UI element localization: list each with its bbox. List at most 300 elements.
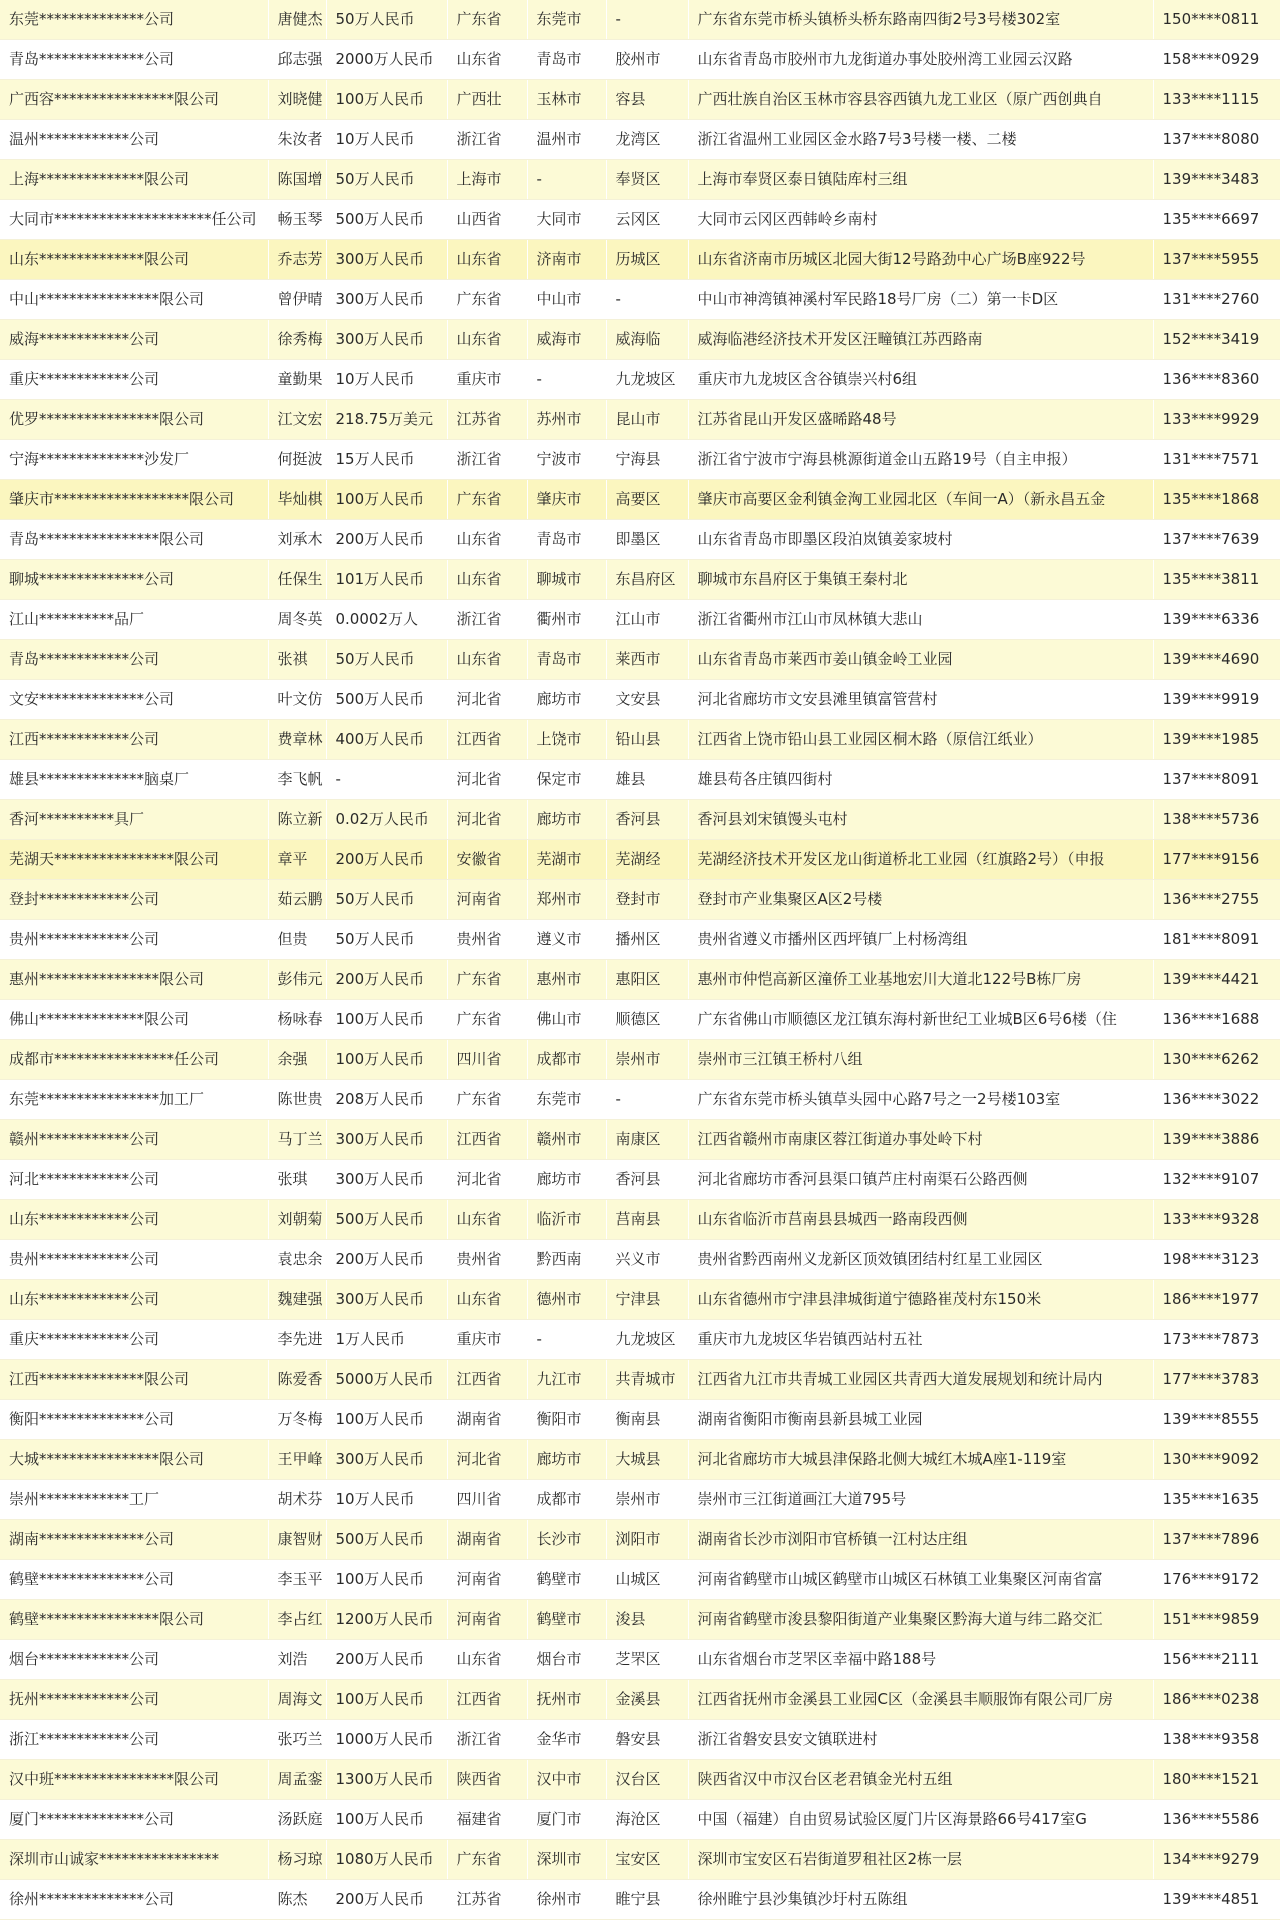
province-cell: 山东省 [447, 240, 527, 280]
phone-cell: 177****9156 [1153, 840, 1280, 880]
city-cell: 九江市 [527, 1360, 606, 1400]
district-cell: 昆山市 [606, 400, 688, 440]
company-name-cell: 江西************公司 [0, 720, 268, 760]
address-cell: 江西省抚州市金溪县工业园C区（金溪县丰顺服饰有限公司厂房 [688, 1680, 1153, 1720]
table-row [0, 0, 1280, 40]
phone-cell: 136****8360 [1153, 360, 1280, 400]
company-name-cell: 东莞**************公司 [0, 0, 268, 40]
province-cell: 河北省 [447, 760, 527, 800]
province-cell: 贵州省 [447, 920, 527, 960]
company-name-cell: 登封************公司 [0, 880, 268, 920]
company-name-cell: 重庆************公司 [0, 360, 268, 400]
company-name-cell: 肇庆市******************限公司 [0, 480, 268, 520]
district-cell: 云冈区 [606, 200, 688, 240]
table-row [0, 120, 1280, 160]
table-row [0, 1880, 1280, 1920]
phone-cell: 136****5586 [1153, 1800, 1280, 1840]
address-cell: 中山市神湾镇神溪村军民路18号厂房（二）第一卡D区 [688, 280, 1153, 320]
company-name-cell: 青岛************公司 [0, 640, 268, 680]
province-cell: 浙江省 [447, 1720, 527, 1760]
table-row [0, 1360, 1280, 1400]
company-name-cell: 聊城**************公司 [0, 560, 268, 600]
company-name-cell: 汉中班****************限公司 [0, 1760, 268, 1800]
district-cell: 香河县 [606, 800, 688, 840]
city-cell: 上饶市 [527, 720, 606, 760]
address-cell: 河南省鹤壁市山城区鹤壁市山城区石林镇工业集聚区河南省富 [688, 1560, 1153, 1600]
company-name-cell: 中山****************限公司 [0, 280, 268, 320]
company-name-cell: 香河**********具厂 [0, 800, 268, 840]
province-cell: 重庆市 [447, 1320, 527, 1360]
table-row [0, 360, 1280, 400]
city-cell: 肇庆市 [527, 480, 606, 520]
address-cell: 江苏省昆山开发区盛晞路48号 [688, 400, 1153, 440]
province-cell: 广东省 [447, 1080, 527, 1120]
company-name-cell: 抚州************公司 [0, 1680, 268, 1720]
legal-person-cell: 童勤果 [268, 360, 326, 400]
legal-person-cell: 陈爱香 [268, 1360, 326, 1400]
legal-person-cell: 邱志强 [268, 40, 326, 80]
city-cell: 厦门市 [527, 1800, 606, 1840]
table-row [0, 680, 1280, 720]
company-name-cell: 芜湖天****************限公司 [0, 840, 268, 880]
district-cell: 崇州市 [606, 1480, 688, 1520]
legal-person-cell: 叶文仿 [268, 680, 326, 720]
registered-capital-cell: 218.75万美元 [326, 400, 447, 440]
table-row [0, 1160, 1280, 1200]
district-cell: 海沧区 [606, 1800, 688, 1840]
district-cell: 惠阳区 [606, 960, 688, 1000]
table-row [0, 1400, 1280, 1440]
registered-capital-cell: 1000万人民币 [326, 1720, 447, 1760]
address-cell: 山东省青岛市莱西市姜山镇金岭工业园 [688, 640, 1153, 680]
legal-person-cell: 畅玉琴 [268, 200, 326, 240]
company-name-cell: 大同市*********************任公司 [0, 200, 268, 240]
address-cell: 贵州省遵义市播州区西坪镇厂上村杨湾组 [688, 920, 1153, 960]
legal-person-cell: 乔志芳 [268, 240, 326, 280]
registered-capital-cell: 1300万人民币 [326, 1760, 447, 1800]
province-cell: 安徽省 [447, 840, 527, 880]
registered-capital-cell: 10万人民币 [326, 120, 447, 160]
province-cell: 广西壮 [447, 80, 527, 120]
registered-capital-cell: 10万人民币 [326, 360, 447, 400]
legal-person-cell: 陈立新 [268, 800, 326, 840]
legal-person-cell: 徐秀梅 [268, 320, 326, 360]
district-cell: 浏阳市 [606, 1520, 688, 1560]
registered-capital-cell: 300万人民币 [326, 240, 447, 280]
registered-capital-cell: 200万人民币 [326, 1640, 447, 1680]
district-cell: 衡南县 [606, 1400, 688, 1440]
table-row [0, 1320, 1280, 1360]
province-cell: 山东省 [447, 520, 527, 560]
province-cell: 江苏省 [447, 400, 527, 440]
registered-capital-cell: 300万人民币 [326, 1160, 447, 1200]
company-name-cell: 山东**************限公司 [0, 240, 268, 280]
city-cell: 青岛市 [527, 640, 606, 680]
phone-cell: 131****7571 [1153, 440, 1280, 480]
phone-cell: 152****3419 [1153, 320, 1280, 360]
phone-cell: 139****4851 [1153, 1880, 1280, 1920]
legal-person-cell: 唐健杰 [268, 0, 326, 40]
legal-person-cell: 李玉平 [268, 1560, 326, 1600]
legal-person-cell: 毕灿棋 [268, 480, 326, 520]
phone-cell: 139****4421 [1153, 960, 1280, 1000]
district-cell: 磐安县 [606, 1720, 688, 1760]
company-name-cell: 上海**************限公司 [0, 160, 268, 200]
district-cell: 金溪县 [606, 1680, 688, 1720]
city-cell: 聊城市 [527, 560, 606, 600]
legal-person-cell: 王甲峰 [268, 1440, 326, 1480]
city-cell: 鹤壁市 [527, 1600, 606, 1640]
province-cell: 江西省 [447, 720, 527, 760]
city-cell: 中山市 [527, 280, 606, 320]
phone-cell: 138****9358 [1153, 1720, 1280, 1760]
province-cell: 广东省 [447, 0, 527, 40]
address-cell: 河南省鹤壁市浚县黎阳街道产业集聚区黔海大道与纬二路交汇 [688, 1600, 1153, 1640]
province-cell: 贵州省 [447, 1240, 527, 1280]
district-cell: - [606, 280, 688, 320]
city-cell: 遵义市 [527, 920, 606, 960]
phone-cell: 136****3022 [1153, 1080, 1280, 1120]
registered-capital-cell: 0.02万人民币 [326, 800, 447, 840]
company-name-cell: 威海************公司 [0, 320, 268, 360]
registered-capital-cell: 200万人民币 [326, 960, 447, 1000]
address-cell: 雄县苟各庄镇四街村 [688, 760, 1153, 800]
legal-person-cell: 陈国增 [268, 160, 326, 200]
province-cell: 湖南省 [447, 1400, 527, 1440]
registered-capital-cell: 0.0002万人 [326, 600, 447, 640]
address-cell: 湖南省长沙市浏阳市官桥镇一江村达庄组 [688, 1520, 1153, 1560]
phone-cell: 186****1977 [1153, 1280, 1280, 1320]
city-cell: 温州市 [527, 120, 606, 160]
company-name-cell: 徐州**************公司 [0, 1880, 268, 1920]
district-cell: 登封市 [606, 880, 688, 920]
company-name-cell: 鹤壁****************限公司 [0, 1600, 268, 1640]
address-cell: 山东省青岛市即墨区段泊岚镇姜家坡村 [688, 520, 1153, 560]
phone-cell: 139****1985 [1153, 720, 1280, 760]
table-row [0, 1640, 1280, 1680]
legal-person-cell: 何挺波 [268, 440, 326, 480]
legal-person-cell: 曾伊晴 [268, 280, 326, 320]
company-name-cell: 河北************公司 [0, 1160, 268, 1200]
city-cell: 汉中市 [527, 1760, 606, 1800]
legal-person-cell: 杨咏春 [268, 1000, 326, 1040]
table-row [0, 600, 1280, 640]
province-cell: 重庆市 [447, 360, 527, 400]
legal-person-cell: 刘浩 [268, 1640, 326, 1680]
phone-cell: 156****2111 [1153, 1640, 1280, 1680]
registered-capital-cell: 50万人民币 [326, 160, 447, 200]
address-cell: 威海临港经济技术开发区汪疃镇江苏西路南 [688, 320, 1153, 360]
city-cell: 徐州市 [527, 1880, 606, 1920]
province-cell: 广东省 [447, 280, 527, 320]
registered-capital-cell: 300万人民币 [326, 1280, 447, 1320]
city-cell: 东莞市 [527, 1080, 606, 1120]
district-cell: 九龙坡区 [606, 1320, 688, 1360]
registered-capital-cell: 100万人民币 [326, 1680, 447, 1720]
district-cell: 宁津县 [606, 1280, 688, 1320]
legal-person-cell: 袁忠余 [268, 1240, 326, 1280]
city-cell: 抚州市 [527, 1680, 606, 1720]
table-row [0, 1600, 1280, 1640]
registered-capital-cell: 400万人民币 [326, 720, 447, 760]
registered-capital-cell: 50万人民币 [326, 640, 447, 680]
registered-capital-cell: 100万人民币 [326, 480, 447, 520]
phone-cell: 139****4690 [1153, 640, 1280, 680]
legal-person-cell: 江文宏 [268, 400, 326, 440]
province-cell: 上海市 [447, 160, 527, 200]
legal-person-cell: 刘承木 [268, 520, 326, 560]
city-cell: 大同市 [527, 200, 606, 240]
district-cell: 芜湖经 [606, 840, 688, 880]
registered-capital-cell: 200万人民币 [326, 840, 447, 880]
province-cell: 浙江省 [447, 120, 527, 160]
district-cell: 即墨区 [606, 520, 688, 560]
company-name-cell: 温州************公司 [0, 120, 268, 160]
phone-cell: 173****7873 [1153, 1320, 1280, 1360]
company-name-cell: 江西**************限公司 [0, 1360, 268, 1400]
table-row [0, 1240, 1280, 1280]
address-cell: 河北省廊坊市香河县渠口镇芦庄村南渠石公路西侧 [688, 1160, 1153, 1200]
province-cell: 福建省 [447, 1800, 527, 1840]
address-cell: 山东省德州市宁津县津城街道宁德路崔茂村东150米 [688, 1280, 1153, 1320]
province-cell: 山东省 [447, 560, 527, 600]
legal-person-cell: 汤跃庭 [268, 1800, 326, 1840]
province-cell: 浙江省 [447, 440, 527, 480]
phone-cell: 177****3783 [1153, 1360, 1280, 1400]
address-cell: 河北省廊坊市大城县津保路北侧大城红木城A座1-119室 [688, 1440, 1153, 1480]
table-row [0, 720, 1280, 760]
city-cell: 金华市 [527, 1720, 606, 1760]
phone-cell: 136****2755 [1153, 880, 1280, 920]
phone-cell: 186****0238 [1153, 1680, 1280, 1720]
province-cell: 山西省 [447, 200, 527, 240]
province-cell: 河北省 [447, 680, 527, 720]
legal-person-cell: 张祺 [268, 640, 326, 680]
registered-capital-cell: 500万人民币 [326, 1520, 447, 1560]
legal-person-cell: 周海文 [268, 1680, 326, 1720]
registered-capital-cell: 100万人民币 [326, 1400, 447, 1440]
table-row [0, 520, 1280, 560]
legal-person-cell: 李先进 [268, 1320, 326, 1360]
district-cell: 山城区 [606, 1560, 688, 1600]
city-cell: 苏州市 [527, 400, 606, 440]
district-cell: 南康区 [606, 1120, 688, 1160]
province-cell: 山东省 [447, 1640, 527, 1680]
city-cell: 芜湖市 [527, 840, 606, 880]
phone-cell: 137****8080 [1153, 120, 1280, 160]
district-cell: 容县 [606, 80, 688, 120]
province-cell: 江西省 [447, 1680, 527, 1720]
table-row [0, 80, 1280, 120]
phone-cell: 130****6262 [1153, 1040, 1280, 1080]
company-name-cell: 贵州************公司 [0, 920, 268, 960]
city-cell: 东莞市 [527, 0, 606, 40]
city-cell: 青岛市 [527, 520, 606, 560]
company-name-cell: 宁海**************沙发厂 [0, 440, 268, 480]
address-cell: 陕西省汉中市汉台区老君镇金光村五组 [688, 1760, 1153, 1800]
registered-capital-cell: 200万人民币 [326, 1880, 447, 1920]
city-cell: 惠州市 [527, 960, 606, 1000]
table-row [0, 1120, 1280, 1160]
registered-capital-cell: 208万人民币 [326, 1080, 447, 1120]
company-name-cell: 崇州************工厂 [0, 1480, 268, 1520]
province-cell: 四川省 [447, 1040, 527, 1080]
legal-person-cell: 杨习琼 [268, 1840, 326, 1880]
registered-capital-cell: 10万人民币 [326, 1480, 447, 1520]
legal-person-cell: 茹云鹏 [268, 880, 326, 920]
address-cell: 湖南省衡阳市衡南县新县城工业园 [688, 1400, 1153, 1440]
city-cell: 廊坊市 [527, 800, 606, 840]
address-cell: 深圳市宝安区石岩街道罗租社区2栋一层 [688, 1840, 1153, 1880]
phone-cell: 137****5955 [1153, 240, 1280, 280]
company-name-cell: 青岛**************公司 [0, 40, 268, 80]
table-row [0, 840, 1280, 880]
company-name-cell: 衡阳**************公司 [0, 1400, 268, 1440]
registered-capital-cell: 300万人民币 [326, 1440, 447, 1480]
phone-cell: 181****8091 [1153, 920, 1280, 960]
city-cell: 黔西南 [527, 1240, 606, 1280]
phone-cell: 137****7896 [1153, 1520, 1280, 1560]
province-cell: 河南省 [447, 880, 527, 920]
district-cell: - [606, 0, 688, 40]
address-cell: 聊城市东昌府区于集镇王秦村北 [688, 560, 1153, 600]
district-cell: 历城区 [606, 240, 688, 280]
district-cell: 宁海县 [606, 440, 688, 480]
phone-cell: 137****8091 [1153, 760, 1280, 800]
legal-person-cell: 彭伟元 [268, 960, 326, 1000]
registered-capital-cell: 1万人民币 [326, 1320, 447, 1360]
company-name-cell: 厦门**************公司 [0, 1800, 268, 1840]
legal-person-cell: 陈杰 [268, 1880, 326, 1920]
district-cell: 共青城市 [606, 1360, 688, 1400]
table-row [0, 560, 1280, 600]
city-cell: - [527, 160, 606, 200]
city-cell: - [527, 1320, 606, 1360]
company-name-cell: 湖南**************公司 [0, 1520, 268, 1560]
company-name-cell: 广西容****************限公司 [0, 80, 268, 120]
legal-person-cell: 李占红 [268, 1600, 326, 1640]
registered-capital-cell: 200万人民币 [326, 1240, 447, 1280]
city-cell: 济南市 [527, 240, 606, 280]
legal-person-cell: 刘晓健 [268, 80, 326, 120]
city-cell: 深圳市 [527, 1840, 606, 1880]
address-cell: 崇州市三江镇王桥村八组 [688, 1040, 1153, 1080]
district-cell: 莱西市 [606, 640, 688, 680]
address-cell: 重庆市九龙坡区华岩镇西站村五社 [688, 1320, 1153, 1360]
phone-cell: 139****3886 [1153, 1120, 1280, 1160]
district-cell: 奉贤区 [606, 160, 688, 200]
phone-cell: 150****0811 [1153, 0, 1280, 40]
province-cell: 广东省 [447, 1840, 527, 1880]
province-cell: 山东省 [447, 40, 527, 80]
table-row [0, 280, 1280, 320]
legal-person-cell: 刘朝菊 [268, 1200, 326, 1240]
district-cell: 宝安区 [606, 1840, 688, 1880]
address-cell: 贵州省黔西南州义龙新区顶效镇团结村红星工业园区 [688, 1240, 1153, 1280]
table-row [0, 240, 1280, 280]
address-cell: 浙江省宁波市宁海县桃源街道金山五路19号（自主申报） [688, 440, 1153, 480]
table-row [0, 1520, 1280, 1560]
province-cell: 江苏省 [447, 1880, 527, 1920]
table-row [0, 1720, 1280, 1760]
city-cell: 郑州市 [527, 880, 606, 920]
address-cell: 广东省佛山市顺德区龙江镇东海村新世纪工业城B区6号6楼（住 [688, 1000, 1153, 1040]
province-cell: 河北省 [447, 1160, 527, 1200]
company-name-cell: 山东************公司 [0, 1280, 268, 1320]
address-cell: 浙江省温州工业园区金水路7号3号楼一楼、二楼 [688, 120, 1153, 160]
phone-cell: 136****1688 [1153, 1000, 1280, 1040]
district-cell: 浚县 [606, 1600, 688, 1640]
company-name-cell: 青岛****************限公司 [0, 520, 268, 560]
company-name-cell: 赣州************公司 [0, 1120, 268, 1160]
registered-capital-cell: 100万人民币 [326, 1000, 447, 1040]
address-cell: 肇庆市高要区金利镇金洶工业园北区（车间一A）（新永昌五金 [688, 480, 1153, 520]
registered-capital-cell: 100万人民币 [326, 1800, 447, 1840]
phone-cell: 139****8555 [1153, 1400, 1280, 1440]
city-cell: 威海市 [527, 320, 606, 360]
province-cell: 山东省 [447, 1200, 527, 1240]
city-cell: 鹤壁市 [527, 1560, 606, 1600]
registered-capital-cell: 1200万人民币 [326, 1600, 447, 1640]
legal-person-cell: 章平 [268, 840, 326, 880]
city-cell: 廊坊市 [527, 680, 606, 720]
legal-person-cell: 胡术芬 [268, 1480, 326, 1520]
address-cell: 惠州市仲恺高新区潼侨工业基地宏川大道北122号B栋厂房 [688, 960, 1153, 1000]
company-name-cell: 重庆************公司 [0, 1320, 268, 1360]
registered-capital-cell: 300万人民币 [326, 320, 447, 360]
district-cell: 高要区 [606, 480, 688, 520]
phone-cell: 133****1115 [1153, 80, 1280, 120]
city-cell: 成都市 [527, 1480, 606, 1520]
district-cell: 文安县 [606, 680, 688, 720]
city-cell: 成都市 [527, 1040, 606, 1080]
company-name-cell: 优罗****************限公司 [0, 400, 268, 440]
district-cell: 顺德区 [606, 1000, 688, 1040]
legal-person-cell: 魏建强 [268, 1280, 326, 1320]
registered-capital-cell: 200万人民币 [326, 520, 447, 560]
company-name-cell: 文安**************公司 [0, 680, 268, 720]
registered-capital-cell: 1080万人民币 [326, 1840, 447, 1880]
address-cell: 上海市奉贤区泰日镇陆库村三组 [688, 160, 1153, 200]
address-cell: 登封市产业集聚区A区2号楼 [688, 880, 1153, 920]
registered-capital-cell: 300万人民币 [326, 280, 447, 320]
address-cell: 广西壮族自治区玉林市容县容西镇九龙工业区（原广西创典自 [688, 80, 1153, 120]
legal-person-cell: 费章林 [268, 720, 326, 760]
address-cell: 浙江省衢州市江山市凤林镇大悲山 [688, 600, 1153, 640]
address-cell: 江西省上饶市铅山县工业园区桐木路（原信江纸业） [688, 720, 1153, 760]
address-cell: 徐州睢宁县沙集镇沙圩村五陈组 [688, 1880, 1153, 1920]
table-row [0, 400, 1280, 440]
table-row [0, 760, 1280, 800]
district-cell: 东昌府区 [606, 560, 688, 600]
table-row [0, 1760, 1280, 1800]
city-cell: - [527, 360, 606, 400]
registered-capital-cell: 50万人民币 [326, 880, 447, 920]
district-cell: 九龙坡区 [606, 360, 688, 400]
phone-cell: 130****9092 [1153, 1440, 1280, 1480]
table-row [0, 640, 1280, 680]
table-row [0, 960, 1280, 1000]
district-cell: 芝罘区 [606, 1640, 688, 1680]
legal-person-cell: 陈世贵 [268, 1080, 326, 1120]
phone-cell: 158****0929 [1153, 40, 1280, 80]
company-name-cell: 烟台************公司 [0, 1640, 268, 1680]
table-row [0, 1000, 1280, 1040]
legal-person-cell: 余强 [268, 1040, 326, 1080]
company-name-cell: 成都市****************任公司 [0, 1040, 268, 1080]
registered-capital-cell: 50万人民币 [326, 920, 447, 960]
address-cell: 中国（福建）自由贸易试验区厦门片区海景路66号417室G [688, 1800, 1153, 1840]
